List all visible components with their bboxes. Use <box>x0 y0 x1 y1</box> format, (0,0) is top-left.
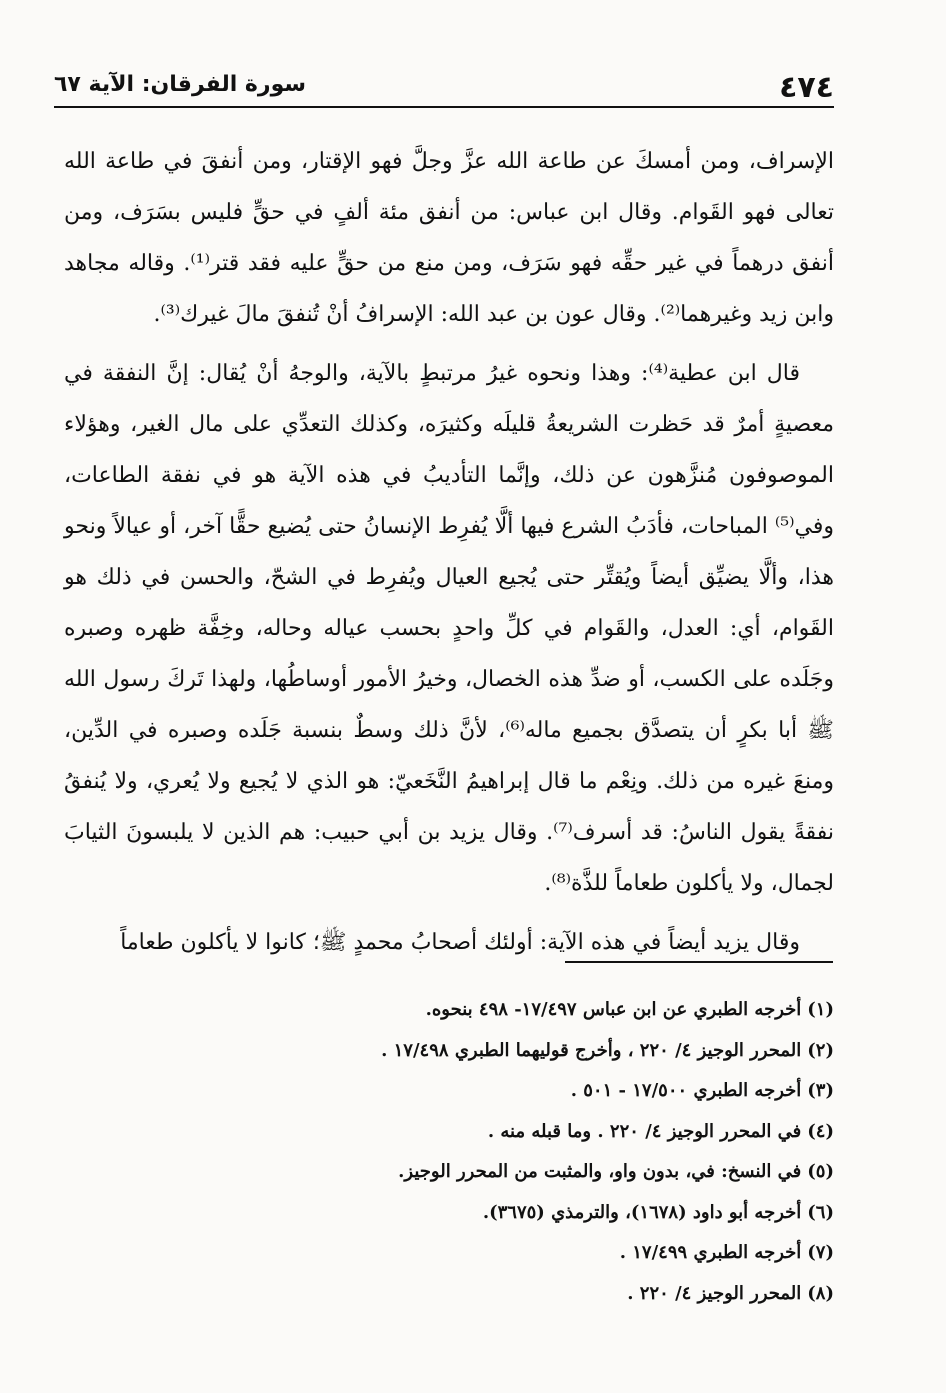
footnote-number: (٨) <box>807 1282 834 1304</box>
footnote <box>80 1233 834 1274</box>
footnote <box>80 1193 834 1234</box>
page-number: ٤٧٤ <box>779 70 834 105</box>
footnote-text: أخرجه الطبري ١٧/٤٩٩ . <box>619 1242 802 1263</box>
main-text <box>64 136 834 968</box>
footnote-text: في المحرر الوجيز ٤/ ٢٢٠ . وما قبله منه . <box>487 1120 802 1142</box>
footnotes <box>80 990 834 1314</box>
footnote-number: (٥) <box>807 1161 834 1182</box>
footnote-number: (١) <box>807 999 834 1020</box>
footnote-text: المحرر الوجيز ٤/ ٢٢٠ ، وأخرج قوليهما الطبري ١٧/٤٩٨ . <box>381 1039 802 1061</box>
footnote <box>80 1274 834 1315</box>
footnote-text: أخرجه الطبري عن ابن عباس ١٧/٤٩٧- ٤٩٨ بنحوه. <box>425 999 802 1020</box>
footnote-number: (٢) <box>807 1039 834 1061</box>
footnote-text: أخرجه الطبري ١٧/٥٠٠ - ٥٠١ . <box>570 1080 802 1101</box>
footnote <box>80 990 834 1031</box>
footnote-number: (٣) <box>807 1080 834 1101</box>
footnote <box>80 1152 834 1193</box>
footnote <box>80 1112 834 1153</box>
footnote-text: المحرر الوجيز ٤/ ٢٢٠ . <box>627 1282 802 1304</box>
footnote <box>80 1071 834 1112</box>
footnote-number: (٧) <box>807 1242 834 1263</box>
footnote <box>80 1031 834 1072</box>
footnote-text: في النسخ: في، بدون واو، والمثبت من المحرر الوجيز. <box>398 1161 802 1182</box>
page-header <box>54 62 834 108</box>
paragraph: وقال يزيد أيضاً في هذه الآية: أولئك أصحابُ محمدٍ ﷺ؛ كانوا لا يأكلون طعاماً <box>120 930 800 955</box>
footnote-number: (٦) <box>807 1201 834 1223</box>
footnote-divider <box>565 961 833 963</box>
running-title: سورة الفرقان: الآية ٦٧ <box>54 72 307 97</box>
paragraph: الإسراف، ومن أمسكَ عن طاعة الله عزَّ وجلَّ فهو الإقتار، ومن أنفقَ في طاعة الله تعالى فهو القَوام. وقال ابن عباس: من أنفق مئة ألفٍ في حقٍّ فليس بسَرَف، ومن أنفق درهماً في غير حقِّه فهو سَرَف، ومن منع من حقٍّ عليه فقد قتر⁽¹⁾. وقاله مجاهد وابن زيد وغيرهما⁽²⁾. وقال عون بن عبد الله: الإسرافُ أنْ تُنفقَ مالَ غيرك⁽³⁾. <box>64 149 834 327</box>
footnote-number: (٤) <box>807 1120 834 1142</box>
footnote-text: أخرجه أبو داود (١٦٧٨)، والترمذي (٣٦٧٥). <box>482 1201 802 1223</box>
paragraph: قال ابن عطية⁽⁴⁾: وهذا ونحوه غيرُ مرتبطٍ بالآية، والوجهُ أنْ يُقال: إنَّ النفقة في معصيةٍ أمرٌ قد حَظرت الشريعةُ قليلَه وكثيرَه، وكذلك التعدِّي على مال الغير، وهؤلاء الموصوفون مُنزَّهون عن ذلك، وإنَّما التأديبُ في هذه الآية هو في نفقة الطاعات، وفي⁽⁵⁾ المباحات، فأدَبُ الشرع فيها ألَّا يُفرِط الإنسانُ حتى يُضيع حقًّا آخر، أو عيالاً ونحو هذا، وألَّا يضيِّق أيضاً ويُقتِّر حتى يُجيع العيال ويُفرِط في الشحّ، والحسن في ذلك هو القَوام، أي: العدل، والقَوام في كلِّ واحدٍ بحسب عياله وحاله، وخِفَّة ظهره وصبره وجَلَده على الكسب، أو ضدِّ هذه الخصال، وخيرُ الأمور أوساطُها، ولهذا تَركَ رسول الله ﷺ أبا بكرٍ أن يتصدَّق بجميع ماله⁽⁶⁾، لأنَّ ذلك وسطٌ بنسبة جَلَده وصبره في الدِّين، ومنعَ غيره من ذلك. ونِعْم ما قال إبراهيمُ النَّخَعيّ: هو الذي لا يُجيع ولا يُعري، ولا يُنفقُ نفقةً يقول الناسُ: قد أسرف⁽⁷⁾. وقال يزيد بن أبي حبيب: هم الذين لا يلبسونَ الثيابَ لجمال، ولا يأكلون طعاماً للذَّة⁽⁸⁾. <box>64 361 835 896</box>
